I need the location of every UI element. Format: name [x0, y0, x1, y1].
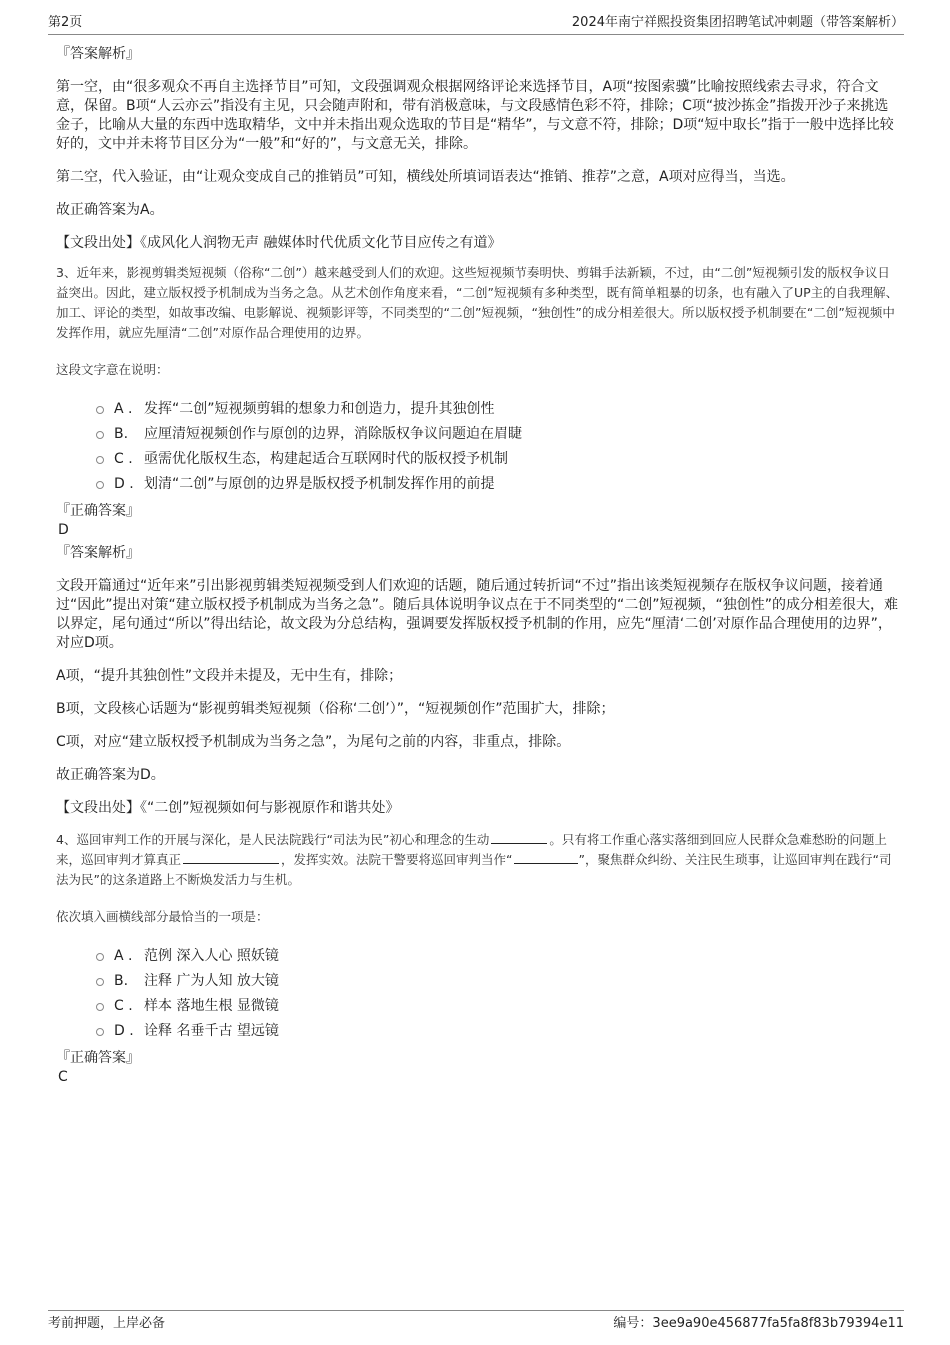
radio-icon[interactable] — [96, 953, 104, 961]
radio-icon[interactable] — [96, 481, 104, 489]
option-d[interactable] — [96, 472, 900, 497]
option-letter: B. — [114, 973, 129, 989]
option-letter: C . — [114, 998, 133, 1014]
option-letter: A . — [114, 948, 133, 964]
document-title: 2024年南宁祥熙投资集团招聘笔试冲刺题（带答案解析） — [571, 15, 904, 30]
question-stem: 3、近年来，影视剪辑类短视频（俗称“二创”）越来越受到人们的欢迎。这些短视频节奏明快、剪辑手法新颖，不过，由“二创”短视频引发的版权争议日益突出。因此，建立版权授予机制成为当务之急。从艺术创作角度来看，“二创”短视频有多种类型，既有简单粗暴的切条，也有融入了UP主的自我理解、加工、评论的类型，如故事改编、电影解说、视频影评等，不同类型的“二创”短视频，“独创性”的成分相差很大。所以版权授予机制要在“二创”短视频中发挥作用，就应先厘清“二创”对原作品合理使用的边界。 — [56, 265, 899, 340]
question-prompt: 依次填入画横线部分最恰当的一项是： — [56, 909, 269, 924]
option-text: 诠释 名垂千古 望远镜 — [144, 1023, 279, 1039]
option-c[interactable] — [96, 447, 900, 472]
analysis-label: 『答案解析』 — [56, 46, 140, 62]
stem-text: ”，聚焦群众纠纷、关注民生琐事，让巡回审判在践行“司法为民”的这条道路上不断焕发活力与生机。 — [56, 852, 892, 887]
answer-label: 『正确答案』 — [56, 503, 140, 519]
page-header — [48, 14, 904, 35]
option-text: 发挥“二创”短视频剪辑的想象力和创造力，提升其独创性 — [144, 401, 495, 417]
correct-answer: D — [58, 522, 69, 538]
analysis-option-c: C项，对应“建立版权授予机制成为当务之急”，为尾句之前的内容，非重点，排除。 — [56, 734, 571, 750]
stem-text: 。只有将工作重心落实落细到回应人民群众急难愁盼的问题上来，巡回审判才算真正 — [56, 832, 887, 867]
conclusion: 故正确答案为A。 — [56, 202, 164, 218]
option-c[interactable] — [96, 994, 900, 1019]
option-letter: D . — [114, 1023, 134, 1039]
question-prompt: 这段文字意在说明： — [56, 362, 169, 377]
question-2-tail — [56, 44, 900, 253]
analysis-paragraph: 文段开篇通过“近年来”引出影视剪辑类短视频受到人们欢迎的话题，随后通过转折词“不过”指出该类短视频存在版权争议问题，接着通过“因此”提出对策“建立版权授予机制成为当务之急”。随后具体说明争议点在于不同类型的“二创”短视频，“独创性”的成分相差很大，难以界定，尾句通过“所以”得出结论，故文段为分总结构，强调要发挥版权授予机制的作用，应先“厘清‘二创’对原作品合理使用的边界”，对应D项。 — [56, 578, 899, 651]
conclusion: 故正确答案为D。 — [56, 767, 165, 783]
question-stem — [56, 830, 900, 890]
fill-blank-2 — [183, 850, 279, 864]
option-text: 划清“二创”与原创的边界是版权授予机制发挥作用的前提 — [144, 476, 495, 492]
analysis-paragraph: 第二空，代入验证，由“让观众变成自己的推销员”可知，横线处所填词语表达“推销、推荐”之意，A项对应得当，当选。 — [56, 169, 795, 185]
answer-label: 『正确答案』 — [56, 1050, 140, 1066]
analysis-option-a: A项，“提升其独创性”文段并未提及，无中生有，排除； — [56, 668, 403, 684]
option-text: 亟需优化版权生态，构建起适合互联网时代的版权授予机制 — [144, 451, 508, 467]
option-text: 范例 深入人心 照妖镜 — [144, 948, 279, 964]
option-letter: C . — [114, 451, 133, 467]
correct-answer: C — [58, 1069, 68, 1085]
option-a[interactable] — [96, 944, 900, 969]
option-text: 应厘清短视频创作与原创的边界，消除版权争议问题迫在眉睫 — [144, 426, 522, 442]
radio-icon[interactable] — [96, 1028, 104, 1036]
option-letter: B. — [114, 426, 129, 442]
analysis-label: 『答案解析』 — [56, 545, 140, 561]
option-text: 注释 广为人知 放大镜 — [144, 973, 279, 989]
analysis-paragraph: 第一空，由“很多观众不再自主选择节目”可知，文段强调观众根据网络评论来选择节目，A项“按图索骥”比喻按照线索去寻求，符合文意，保留。B项“人云亦云”指没有主见，只会随声附和，带有消极意味，与文段感情色彩不符，排除；C项“披沙拣金”指拨开沙子来挑选金子，比喻从大量的东西中选取精华，文中并未指出观众选取的节目是“精华”，与文意不符，排除；D项“短中取长”指于一般中选择比较好的，文中并未将节目区分为“一般”和“好的”，与文意无关，排除。 — [56, 79, 894, 152]
option-b[interactable] — [96, 422, 900, 447]
question-3 — [56, 263, 900, 818]
fill-blank-3 — [514, 850, 578, 864]
fill-blank-1 — [491, 830, 547, 844]
option-text: 样本 落地生根 显微镜 — [144, 998, 279, 1014]
stem-text: ，发挥实效。法院干警要将巡回审判当作“ — [281, 852, 513, 867]
source-citation: 【文段出处】《“二创”短视频如何与影视原作和谐共处》 — [56, 800, 400, 816]
radio-icon[interactable] — [96, 1003, 104, 1011]
page-content — [56, 44, 900, 1090]
option-b[interactable] — [96, 969, 900, 994]
option-d[interactable] — [96, 1019, 900, 1044]
radio-icon[interactable] — [96, 978, 104, 986]
option-a[interactable] — [96, 397, 900, 422]
question-4 — [56, 830, 900, 1086]
option-letter: A . — [114, 401, 133, 417]
page-number: 第2页 — [48, 15, 83, 30]
document-code: 编号：3ee9a90e456877fa5fa8f83b79394e11 — [613, 1316, 904, 1331]
radio-icon[interactable] — [96, 431, 104, 439]
analysis-option-b: B项，文段核心话题为“影视剪辑类短视频（俗称‘二创’）”，“短视频创作”范围扩大，排除； — [56, 701, 615, 717]
option-list — [56, 397, 900, 497]
stem-text: 4、巡回审判工作的开展与深化，是人民法院践行“司法为民”初心和理念的生动 — [56, 832, 490, 847]
radio-icon[interactable] — [96, 456, 104, 464]
footer-slogan: 考前押题，上岸必备 — [48, 1316, 166, 1331]
source-citation: 【文段出处】《成风化人润物无声 融媒体时代优质文化节目应传之有道》 — [56, 235, 502, 251]
page-footer — [48, 1310, 904, 1331]
radio-icon[interactable] — [96, 406, 104, 414]
option-list — [56, 944, 900, 1044]
option-letter: D . — [114, 476, 134, 492]
